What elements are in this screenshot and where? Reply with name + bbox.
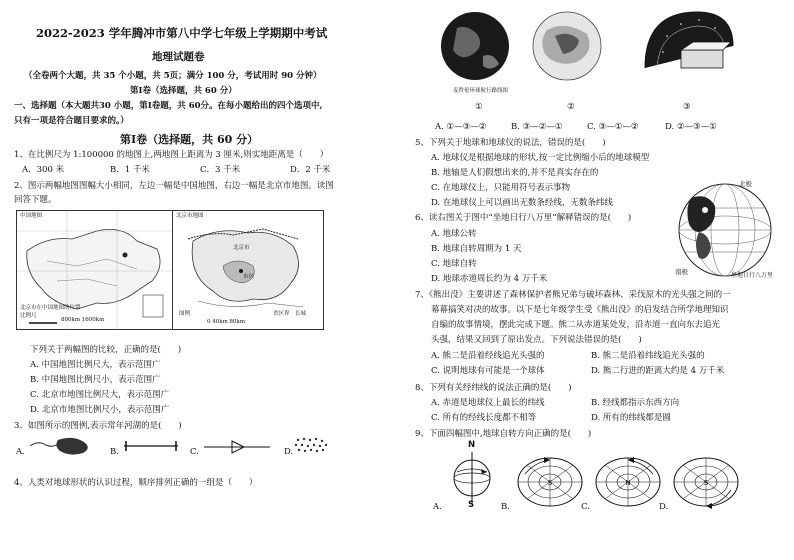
section-heading: 第Ⅰ卷（选择题，共 60 分） xyxy=(120,133,259,146)
boundary-symbol xyxy=(122,438,180,454)
beijing-place-1: 北京市 xyxy=(233,245,250,251)
globe-south-label: 南极 xyxy=(675,268,688,276)
beijing-legend-1: 图例 xyxy=(179,311,191,317)
q5-option-b[interactable]: B. 地轴是人们假想出来的,并不是真实存在的 xyxy=(431,168,599,178)
beijing-map-figure xyxy=(172,210,324,330)
q2-option-c[interactable]: C. 北京市地图比例尺大，表示范围广 xyxy=(30,390,170,400)
q7-option-b[interactable]: B. 熊二是沿着纬线追光头强的 xyxy=(591,351,705,361)
q5-option-d[interactable]: D. 在地球仪上可以画出无数条经线，无数条纬线 xyxy=(431,198,613,208)
q3-label-b[interactable]: B. xyxy=(110,447,119,457)
china-map-scale: 800km 1600km xyxy=(61,317,105,323)
sky-dome-figure xyxy=(637,6,737,76)
q4-option-a[interactable]: A. ①—③—② xyxy=(435,122,487,132)
beijing-place-2: 市区 xyxy=(243,274,255,280)
q5-option-c[interactable]: C. 在地球仪上，只能用符号表示事物 xyxy=(431,183,571,193)
q9-label-d[interactable]: D. xyxy=(659,502,669,512)
q3-stem: 3、如图所示的图例,表示常年河湖的是( ) xyxy=(14,421,182,431)
q2-option-b[interactable]: B. 中国地图比例尺小，表示范围广 xyxy=(30,375,161,385)
svg-text:S: S xyxy=(703,479,709,487)
q7-line-3: 自编的故事情境，摆此完成下题。熊二从赤道某处发，沿赤道一直向东去追光 xyxy=(431,320,721,330)
beijing-location-dot xyxy=(123,253,128,258)
china-map-legend: 北京市在中国地图的位置 xyxy=(20,305,81,311)
river-lake-symbol xyxy=(28,434,98,458)
q3-label-a[interactable]: A. xyxy=(16,447,25,457)
q9-label-b[interactable]: B. xyxy=(501,502,510,512)
fig-label-2: ② xyxy=(567,102,575,112)
section-instruction-1: 一、选择题（本大题共30 小题，第Ⅰ卷题，共 60分。在每小题给出的四个选项中, xyxy=(14,101,323,111)
q3-label-d[interactable]: D. xyxy=(284,447,294,457)
fig-label-3: ③ xyxy=(683,102,691,112)
q1-option-b[interactable]: B．1 千米 xyxy=(110,165,150,175)
q8-option-c[interactable]: C. 所有的经线长度都不相等 xyxy=(431,413,537,423)
globe-caption: 坐地日行八万里 xyxy=(731,272,774,279)
svg-text:N: N xyxy=(625,479,631,487)
q7-option-a[interactable]: A. 熊二是沿着经线追光头强的 xyxy=(431,351,545,361)
svg-text:S: S xyxy=(547,479,553,487)
q3-label-c[interactable]: C. xyxy=(190,447,199,457)
q4-option-d[interactable]: D. ②—③—① xyxy=(665,122,717,132)
q2-sub-stem: 下列关于两幅图的比较，正确的是( ) xyxy=(30,345,182,355)
q7-option-c[interactable]: C. 说明地球有可能是一个球体 xyxy=(431,366,545,376)
part-label: 第Ⅰ卷（选择题，共 60 分） xyxy=(130,86,237,96)
figure-caption: 麦哲伦环球航行路线图 xyxy=(453,88,509,94)
beijing-legend-2: 省区界 xyxy=(273,311,290,317)
exam-subtitle: 地理试题卷 xyxy=(152,51,205,63)
q2-stem-1: 2、图示两幅地图图幅大小相同，左边一幅是中国地图，右边一幅是北京市地图。读图 xyxy=(14,181,334,191)
q9-a-south: S xyxy=(468,500,475,510)
q2-stem-2: 回答下题。 xyxy=(14,195,57,205)
q9-polar-b xyxy=(515,454,585,510)
q7-option-d[interactable]: D. 熊二行进的距离大约是 4 万千米 xyxy=(591,366,725,376)
q1-option-c[interactable]: C．3 千米 xyxy=(200,165,241,175)
beijing-map-scale: 0 40km 80km xyxy=(207,319,246,325)
beijing-legend-3: 长城 xyxy=(295,311,307,317)
q1-option-a[interactable]: A．300 米 xyxy=(22,165,65,175)
q2-option-d[interactable]: D. 北京市地图比例尺小，表示范围广 xyxy=(30,405,170,415)
q7-line-2: 幕幕搞笑对决的故事。以下是七年级学生受《熊出没》的启发结合所学地理知识 xyxy=(431,305,729,315)
q4-stem: 4、人类对地球形状的认识过程，顺序排列正确的一组是（ ） xyxy=(14,478,258,488)
exam-note: （全卷两个大题，共 35 个小题，共 5页；满分 100 分，考试用时 90 分钟） xyxy=(24,71,322,81)
q7-line-4: 头强，结果又回到了原出发点。下列说法错误的是( ) xyxy=(431,335,642,345)
q4-option-c[interactable]: C. ③—①—② xyxy=(587,122,639,132)
q6-stem: 6、读右图关于图中“坐地日行八万里”解释错误的是( ) xyxy=(415,213,632,223)
marsh-symbol xyxy=(292,434,332,456)
section-instruction-2: 只有一项是符合题目要求的。） xyxy=(14,116,129,126)
q2-option-a[interactable]: A. 中国地图比例尺大，表示范围广 xyxy=(30,360,161,370)
q7-line-1: 7、《熊出没》主要讲述了森林保护者熊兄弟与破坏森林、采伐原木的光头强之间的一 xyxy=(415,290,731,300)
exam-title: 2022-2023 学年腾冲市第八中学七年级上学期期中考试 xyxy=(36,26,328,40)
q9-a-north: N xyxy=(468,440,476,450)
fig-label-1: ① xyxy=(475,102,483,112)
q6-option-b[interactable]: B. 地球自转周期为 1 天 xyxy=(431,244,522,254)
china-map-figure xyxy=(16,210,173,330)
q9-polar-d xyxy=(671,454,741,510)
q8-option-a[interactable]: A. 赤道是地球仪上最长的纬线 xyxy=(431,398,545,408)
china-map-scale-label: 比例尺 xyxy=(20,313,37,319)
q8-stem: 8、下列有关经纬线的说法正确的是( ) xyxy=(415,383,572,393)
q1-stem: 1、在比例尺为 1:100000 的地图上,两地图上距离为 3 厘米,则实地距离是（ ） xyxy=(14,150,329,160)
china-map-title: 中国地图 xyxy=(20,213,43,219)
q6-option-a[interactable]: A. 地球公转 xyxy=(431,229,477,239)
q5-option-a[interactable]: A. 地球仪是根据地球的形状,按一定比例缩小后的地球模型 xyxy=(431,153,650,163)
q8-option-d[interactable]: D. 所有的纬线都是圆 xyxy=(591,413,671,423)
q9-polar-c xyxy=(593,454,663,510)
railway-symbol xyxy=(202,438,272,456)
q1-option-d[interactable]: D．2 千米 xyxy=(290,165,331,175)
q8-option-b[interactable]: B. 经线都指示东西方向 xyxy=(591,398,680,408)
q6-option-d[interactable]: D. 地球赤道周长约为 4 万千米 xyxy=(431,274,548,284)
beijing-map-title: 北京市地图 xyxy=(176,213,204,219)
q9-stem: 9、下面四幅图中,地球自转方向正确的是( ) xyxy=(415,429,592,439)
q6-option-c[interactable]: C. 地球自转 xyxy=(431,259,477,269)
q4-option-b[interactable]: B. ③—②—① xyxy=(511,122,563,132)
q5-stem: 5、下列关于地球和地球仪的说法，错误的是( ) xyxy=(415,138,606,148)
globe-north-label: 北极 xyxy=(739,180,752,188)
q9-label-c[interactable]: C. xyxy=(581,502,590,512)
q9-label-a[interactable]: A. xyxy=(433,502,442,512)
